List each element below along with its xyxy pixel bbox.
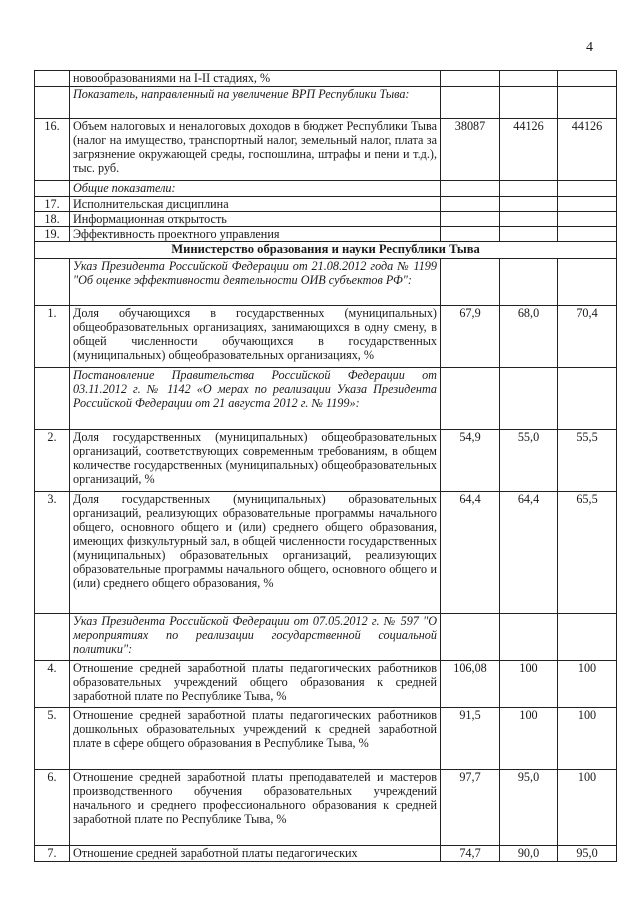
indicator-text: Доля государственных (муниципальных) образовательных организаций, реализующих образовательные программы начального общего, основного общего и (или) среднего общего образования, имеющих физкультурный зал, в общей численности государственных (муниципальных) образовательных организаций, реализующих образовательные программы начального общего, основного общего и (или) среднего общего образования, % [70, 492, 441, 614]
table-row [35, 197, 617, 212]
value-cell-3: 65,5 [558, 492, 617, 614]
value-cell-3: 70,4 [558, 306, 617, 368]
indicator-text: Отношение средней заработной платы педагогических работников дошкольных образовательных учреждений к средней заработной плате в сфере общего образования в Республике Тыва, % [70, 708, 441, 770]
value-cell [441, 368, 500, 430]
source-text: Постановление Правительства Российской Федерации от 03.11.2012 г. № 1142 «О мерах по реализации Указа Президента Российской Федерации от 21 августа 2012 г. № 1199»: [70, 368, 441, 430]
source-row [35, 87, 617, 119]
value-cell-3 [558, 227, 617, 242]
source-text: Показатель, направленный на увеличение ВРП Республики Тыва: [70, 87, 441, 119]
indicator-text: Отношение средней заработной платы педагогических работников образовательных учреждений общего образования к средней заработной плате по Республике Тыва, % [70, 661, 441, 708]
table-row [35, 661, 617, 708]
source-row [35, 259, 617, 306]
value-cell-1 [441, 71, 500, 87]
value-cell-2 [500, 197, 558, 212]
value-cell-3: 100 [558, 661, 617, 708]
value-cell [441, 181, 500, 197]
value-cell-1: 38087 [441, 119, 500, 181]
table-row [35, 71, 617, 87]
value-cell-3: 100 [558, 708, 617, 770]
row-number: 3. [35, 492, 70, 614]
indicator-text: Исполнительская дисциплина [70, 197, 441, 212]
value-cell-3 [558, 212, 617, 227]
value-cell [558, 614, 617, 661]
row-number: 1. [35, 306, 70, 368]
value-cell-2 [500, 212, 558, 227]
indicator-text: Отношение средней заработной платы педагогических [70, 846, 441, 862]
value-cell-3 [558, 197, 617, 212]
table-row [35, 119, 617, 181]
table-row [35, 846, 617, 862]
value-cell-2: 95,0 [500, 770, 558, 846]
section-header-row [35, 242, 617, 259]
value-cell-1 [441, 197, 500, 212]
value-cell-2: 100 [500, 661, 558, 708]
table-row [35, 492, 617, 614]
table-row [35, 227, 617, 242]
value-cell-3: 44126 [558, 119, 617, 181]
source-row [35, 614, 617, 661]
indicator-text: Объем налоговых и неналоговых доходов в бюджет Республики Тыва (налог на имущество, транспортный налог, земельный налог, плата за загрязнение окружающей среды, госпошлина, штрафы и пени и т.д.), тыс. руб. [70, 119, 441, 181]
value-cell-3: 100 [558, 770, 617, 846]
value-cell-2: 90,0 [500, 846, 558, 862]
row-number [35, 87, 70, 119]
value-cell-1: 64,4 [441, 492, 500, 614]
value-cell [500, 259, 558, 306]
value-cell-2: 64,4 [500, 492, 558, 614]
value-cell-3: 55,5 [558, 430, 617, 492]
row-number [35, 71, 70, 87]
value-cell [441, 87, 500, 119]
source-text: Общие показатели: [70, 181, 441, 197]
value-cell-2 [500, 227, 558, 242]
table-row [35, 770, 617, 846]
table-row [35, 430, 617, 492]
table-row [35, 212, 617, 227]
value-cell-1: 97,7 [441, 770, 500, 846]
value-cell-2: 55,0 [500, 430, 558, 492]
value-cell [558, 368, 617, 430]
source-row [35, 181, 617, 197]
table-row [35, 306, 617, 368]
source-text: Указ Президента Российской Федерации от 07.05.2012 г. № 597 "О мероприятиях по реализации государственной социальной политики": [70, 614, 441, 661]
indicators-table [34, 70, 617, 862]
row-number [35, 259, 70, 306]
value-cell [441, 259, 500, 306]
value-cell-2 [500, 71, 558, 87]
value-cell-3: 95,0 [558, 846, 617, 862]
value-cell-1: 54,9 [441, 430, 500, 492]
indicator-text: Эффективность проектного управления [70, 227, 441, 242]
row-number [35, 181, 70, 197]
value-cell-1: 74,7 [441, 846, 500, 862]
indicator-text: Отношение средней заработной платы преподавателей и мастеров производственного обучения образовательных учреждений начального и среднего профессионального образования к средней заработной плате по Республике Тыва, % [70, 770, 441, 846]
indicator-text: Доля обучающихся в государственных (муниципальных) общеобразовательных организациях, занимающихся в одну смену, в общей численности обучающихся в государственных (муниципальных) общеобразовательных организациях, % [70, 306, 441, 368]
row-number [35, 368, 70, 430]
indicator-text: новообразованиями на I-II стадиях, % [70, 71, 441, 87]
page-number: 4 [586, 40, 593, 55]
row-number: 17. [35, 197, 70, 212]
value-cell-2: 44126 [500, 119, 558, 181]
row-number: 6. [35, 770, 70, 846]
value-cell [441, 614, 500, 661]
row-number: 4. [35, 661, 70, 708]
section-title: Министерство образования и науки Республики Тыва [35, 242, 617, 259]
source-row [35, 368, 617, 430]
value-cell [558, 259, 617, 306]
value-cell-2: 68,0 [500, 306, 558, 368]
indicator-text: Доля государственных (муниципальных) общеобразовательных организаций, соответствующих современным требованиям, в общем количестве государственных (муниципальных) общеобразовательных организаций, % [70, 430, 441, 492]
value-cell-3 [558, 71, 617, 87]
source-text: Указ Президента Российской Федерации от 21.08.2012 года № 1199 "Об оценке эффективности деятельности ОИВ субъектов РФ": [70, 259, 441, 306]
table-row [35, 708, 617, 770]
value-cell [558, 181, 617, 197]
value-cell [500, 368, 558, 430]
row-number: 16. [35, 119, 70, 181]
row-number: 19. [35, 227, 70, 242]
value-cell-2: 100 [500, 708, 558, 770]
value-cell [500, 614, 558, 661]
value-cell-1 [441, 212, 500, 227]
row-number: 18. [35, 212, 70, 227]
row-number [35, 614, 70, 661]
row-number: 2. [35, 430, 70, 492]
value-cell-1 [441, 227, 500, 242]
value-cell-1: 67,9 [441, 306, 500, 368]
row-number: 7. [35, 846, 70, 862]
value-cell-1: 106,08 [441, 661, 500, 708]
value-cell [558, 87, 617, 119]
value-cell [500, 87, 558, 119]
value-cell-1: 91,5 [441, 708, 500, 770]
indicator-text: Информационная открытость [70, 212, 441, 227]
value-cell [500, 181, 558, 197]
row-number: 5. [35, 708, 70, 770]
